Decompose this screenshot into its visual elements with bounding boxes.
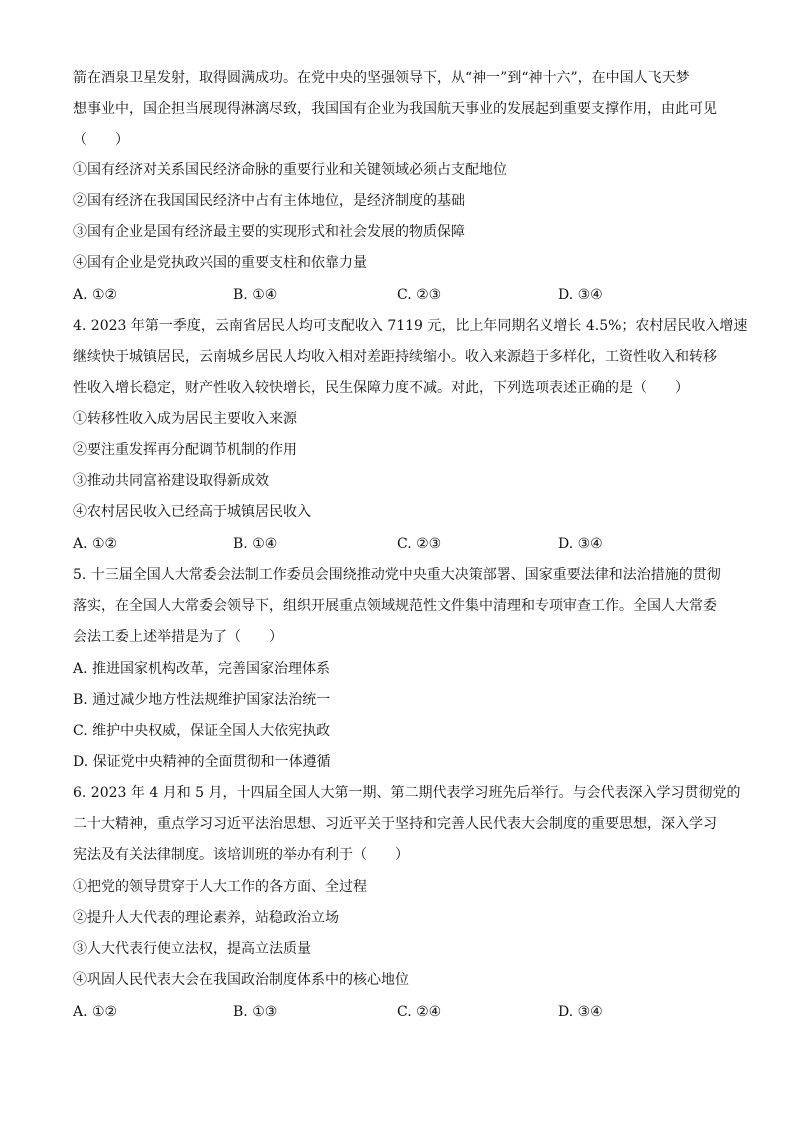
q4-stem-line-3: 性收入增长稳定，财产性收入较快增长，民生保障力度不减。对此，下列选项表述正确的是（ ） — [73, 380, 689, 396]
q6-stem-line-1: 6. 2023 年 4 月和 5 月，十四届全国人大第一期、第二期代表学习班先后举行。与会代表深入学习贯彻党的 — [73, 785, 741, 801]
q4-option-d: D. ③④ — [558, 536, 603, 552]
q3-option-a: A. ①② — [73, 287, 118, 303]
q6-stem-line-3: 宪法及有关法律制度。该培训班的举办有利于（ ） — [73, 847, 409, 863]
q4-option-c: C. ②③ — [397, 536, 442, 552]
q4-item-4: ④农村居民收入已经高于城镇居民收入 — [73, 504, 311, 520]
q5-choice-c: C. 维护中央权威，保证全国人大依宪执政 — [73, 723, 331, 739]
q3-stem-line-3: （ ） — [73, 132, 129, 148]
q3-item-1: ①国有经济对关系国民经济命脉的重要行业和关键领域必须占支配地位 — [73, 162, 507, 178]
q6-option-a: A. ①② — [73, 1004, 118, 1020]
q6-stem-line-2: 二十大精神，重点学习习近平法治思想、习近平关于坚持和完善人民代表大会制度的重要思想，深入学习 — [73, 816, 717, 832]
q6-item-1: ①把党的领导贯穿于人大工作的各方面、全过程 — [73, 879, 367, 895]
q3-option-c: C. ②③ — [397, 287, 442, 303]
q5-choice-d: D. 保证党中央精神的全面贯彻和一体遵循 — [73, 754, 331, 770]
q6-item-4: ④巩固人民代表大会在我国政治制度体系中的核心地位 — [73, 972, 409, 988]
q4-item-1: ①转移性收入成为居民主要收入来源 — [73, 411, 297, 427]
q3-option-d: D. ③④ — [558, 287, 603, 303]
q4-item-2: ②要注重发挥再分配调节机制的作用 — [73, 442, 297, 458]
q5-stem-line-1: 5. 十三届全国人大常委会法制工作委员会围绕推动党中央重大决策部署、国家重要法律和法治措施的贯彻 — [73, 567, 721, 583]
q5-choice-b: B. 通过减少地方性法规维护国家法治统一 — [73, 692, 331, 708]
q4-stem-line-2: 继续快于城镇居民，云南城乡居民人均收入相对差距持续缩小。收入来源趋于多样化，工资性收入和转移 — [73, 349, 717, 365]
q5-stem-line-3: 会法工委上述举措是为了（ ） — [73, 629, 283, 645]
q3-option-b: B. ①④ — [233, 287, 278, 303]
q3-item-2: ②国有经济在我国国民经济中占有主体地位，是经济制度的基础 — [73, 193, 465, 209]
q5-stem-line-2: 落实，在全国人大常委会领导下，组织开展重点领域规范性文件集中清理和专项审查工作。全国人大常委 — [73, 598, 717, 614]
q6-item-3: ③人大代表行使立法权，提高立法质量 — [73, 941, 311, 957]
q3-stem-line-1: 箭在酒泉卫星发射，取得圆满成功。在党中央的坚强领导下，从“神一”到“神十六”，在中国人飞天梦 — [73, 70, 690, 86]
q6-option-d: D. ③④ — [558, 1004, 603, 1020]
q3-stem-line-2: 想事业中，国企担当展现得淋漓尽致，我国国有企业为我国航天事业的发展起到重要支撑作用，由此可见 — [73, 101, 717, 117]
q6-option-b: B. ①③ — [233, 1004, 278, 1020]
q4-option-b: B. ①④ — [233, 536, 278, 552]
q3-item-4: ④国有企业是党执政兴国的重要支柱和依靠力量 — [73, 255, 367, 271]
q5-choice-a: A. 推进国家机构改革，完善国家治理体系 — [73, 661, 331, 677]
q6-item-2: ②提升人大代表的理论素养，站稳政治立场 — [73, 910, 339, 926]
q4-item-3: ③推动共同富裕建设取得新成效 — [73, 473, 269, 489]
q4-option-a: A. ①② — [73, 536, 118, 552]
q6-option-c: C. ②④ — [397, 1004, 442, 1020]
q3-item-3: ③国有企业是国有经济最主要的实现形式和社会发展的物质保障 — [73, 224, 465, 240]
q4-stem-line-1: 4. 2023 年第一季度，云南省居民人均可支配收入 7119 元，比上年同期名义增长 4.5%；农村居民收入增速 — [73, 318, 748, 334]
